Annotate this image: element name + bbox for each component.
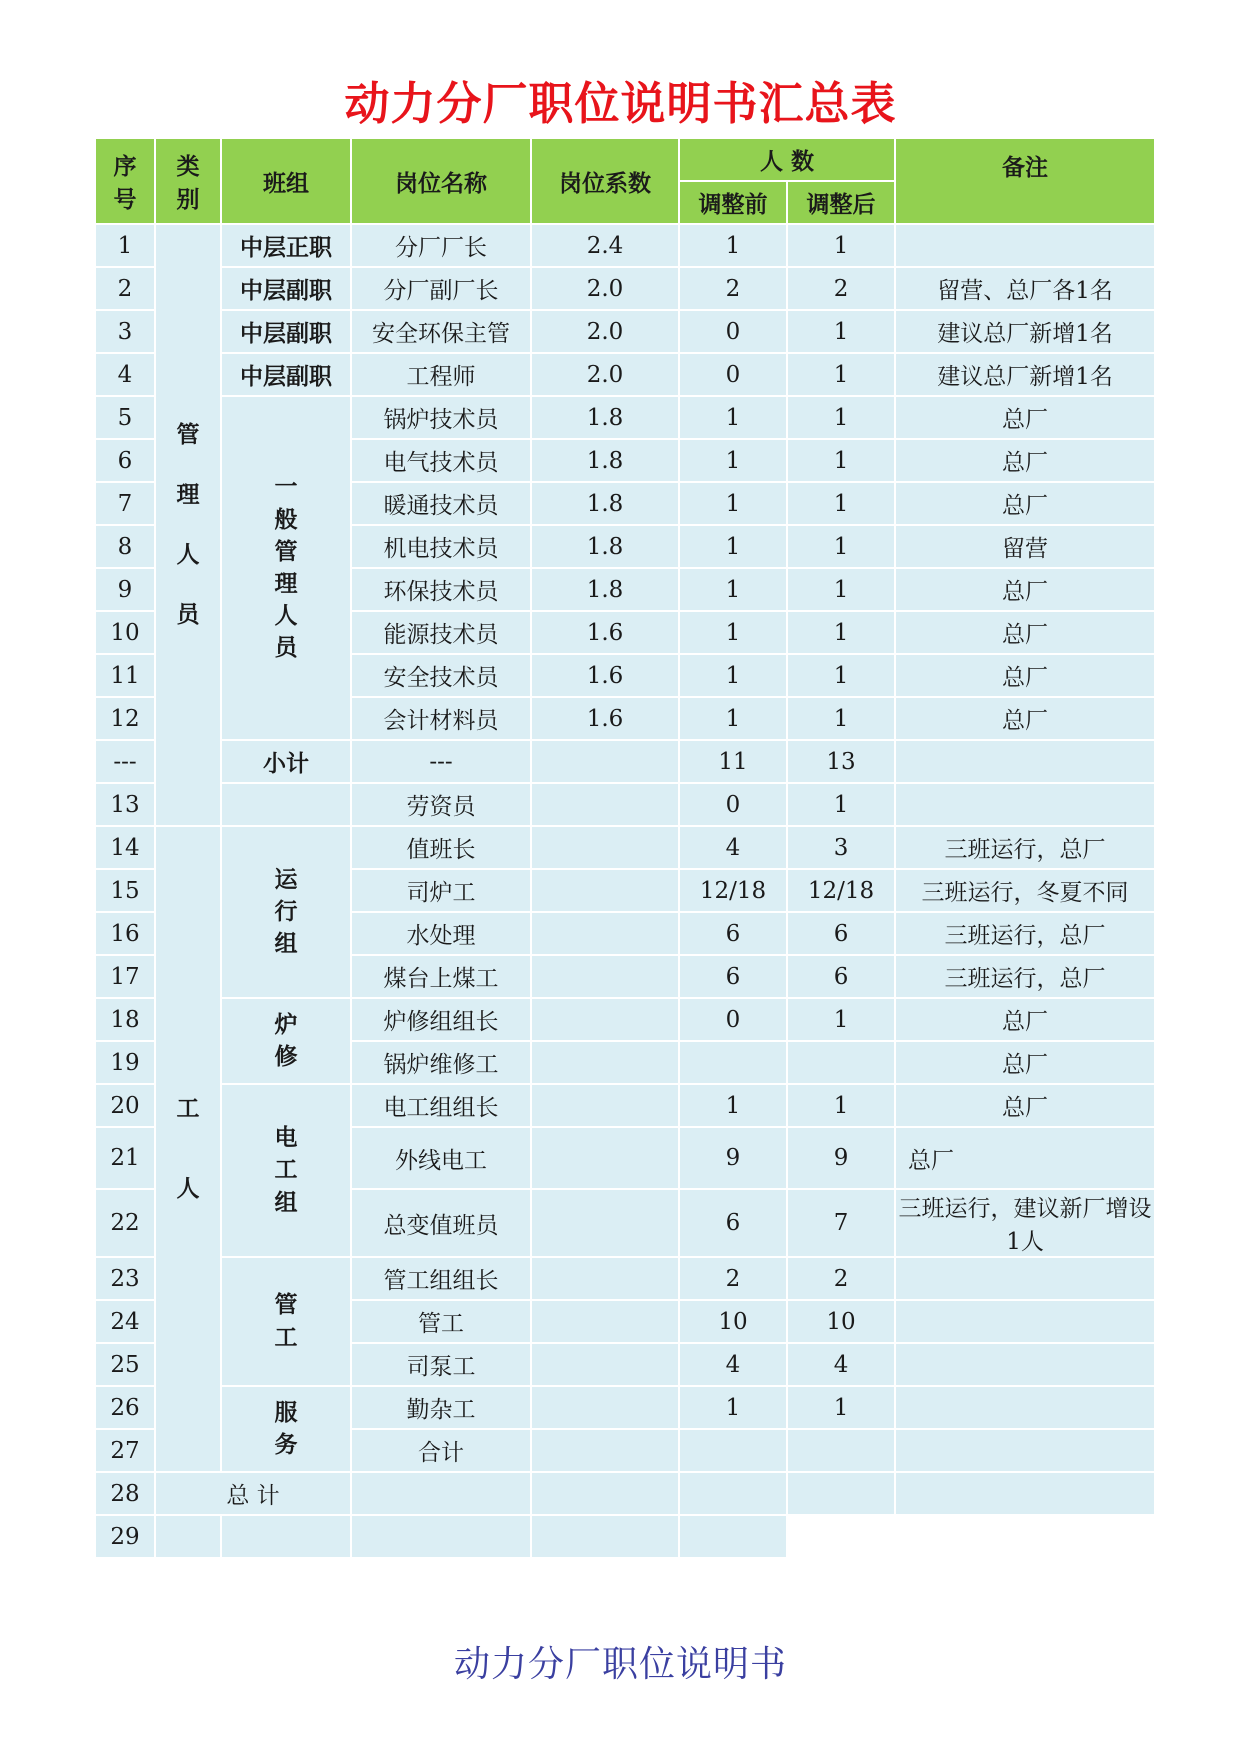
coef-cell [531,998,679,1041]
before-cell: 4 [679,1343,787,1386]
table-row [95,396,1155,439]
seq-cell: 15 [95,869,155,912]
note-cell: 三班运行，建议新厂增设1人 [895,1189,1155,1257]
header-headcount: 人 数 [679,138,895,181]
header-position: 岗位名称 [351,138,531,224]
header-row [95,138,1155,181]
seq-cell: 9 [95,568,155,611]
table-row [95,353,1155,396]
vertical-char: 行 [274,898,298,925]
note-cell: 总厂 [895,1041,1155,1084]
seq-cell: 28 [95,1472,155,1515]
position-cell: 外线电工 [351,1127,531,1189]
before-cell: 6 [679,955,787,998]
after-cell: 1 [787,568,895,611]
note-cell: 留营、总厂各1名 [895,267,1155,310]
group-electrician [221,1084,351,1257]
vertical-char: 人 [274,603,298,630]
total-label: 合计 [351,1429,531,1472]
vertical-char: 一 [274,474,298,501]
after-cell: 3 [787,826,895,869]
position-cell [531,1429,679,1472]
position-cell: 锅炉维修工 [351,1041,531,1084]
group-boiler-repair [221,998,351,1084]
position-cell: 劳资员 [351,783,531,826]
coef-cell [531,912,679,955]
after-cell [895,1429,1155,1472]
coef-cell: 1.6 [531,697,679,740]
table-row [95,267,1155,310]
after-cell: 9 [787,1127,895,1189]
after-cell: 6 [787,912,895,955]
after-cell: 6 [787,955,895,998]
seq-cell: 17 [95,955,155,998]
seq-cell: 19 [95,1041,155,1084]
position-cell: 能源技术员 [351,611,531,654]
note-cell: 三班运行，冬夏不同 [895,869,1155,912]
coef-cell: 2.4 [531,224,679,267]
before-cell: 1 [679,439,787,482]
note-cell [895,1472,1155,1515]
seq-cell: 25 [95,1343,155,1386]
note-cell: 总厂 [895,396,1155,439]
position-cell: 电气技术员 [351,439,531,482]
position-cell: 总变值班员 [351,1189,531,1257]
coef-cell [531,1472,679,1515]
coef-cell [531,1343,679,1386]
position-cell: 安全环保主管 [351,310,531,353]
before-cell: 4 [679,826,787,869]
seq-cell: 5 [95,396,155,439]
position-cell: 司泵工 [351,1343,531,1386]
vertical-char: 般 [274,506,298,533]
coef-cell: 1.6 [531,611,679,654]
coef-cell [531,1084,679,1127]
vertical-char: 员 [274,635,298,662]
before-cell: 12/18 [679,869,787,912]
coef-cell: 1.8 [531,568,679,611]
seq-cell: 23 [95,1257,155,1300]
note-cell: 总厂 [895,1084,1155,1127]
after-cell: 1 [787,783,895,826]
note-cell: 总厂 [895,998,1155,1041]
before-cell: 1 [679,654,787,697]
before-cell: 9 [679,1127,787,1189]
seq-cell: 13 [95,783,155,826]
group-cell: 中层副职 [221,267,351,310]
note-cell [679,1515,787,1558]
note-cell: 三班运行，总厂 [895,826,1155,869]
before-cell: 1 [679,224,787,267]
coef-cell [531,1386,679,1429]
vertical-char: 人 [176,542,200,568]
position-cell: 值班长 [351,826,531,869]
before-cell: 1 [679,1386,787,1429]
after-cell: 1 [787,1386,895,1429]
position-cell: 管工组组长 [351,1257,531,1300]
table-row [95,1472,1155,1515]
coef-cell [531,869,679,912]
seq-cell: 3 [95,310,155,353]
before-cell: 0 [679,783,787,826]
note-cell [895,740,1155,783]
before-cell [679,1041,787,1084]
note-cell [895,1300,1155,1343]
coef-cell [531,1300,679,1343]
position-cell: 水处理 [351,912,531,955]
position-cell: 分厂厂长 [351,224,531,267]
grand-total-label: 总 计 [155,1472,351,1515]
seq-cell: 10 [95,611,155,654]
before-cell: 1 [679,568,787,611]
note-cell: 总厂 [895,482,1155,525]
seq-cell: 4 [95,353,155,396]
vertical-char: 工 [176,1095,200,1122]
coef-cell [531,1041,679,1084]
coef-cell [531,826,679,869]
category-worker [155,826,221,1472]
page-title: 动力分厂职位说明书汇总表 [344,77,897,130]
position-cell: 暖通技术员 [351,482,531,525]
vertical-char: 电 [274,1125,298,1152]
after-cell: 2 [787,1257,895,1300]
after-cell [787,1041,895,1084]
before-cell: 10 [679,1300,787,1343]
coef-cell: 2.0 [531,310,679,353]
table-row [95,1386,1155,1429]
position-cell [351,1472,531,1515]
after-cell: 1 [787,482,895,525]
header-note: 备注 [895,138,1155,224]
position-cell: 会计材料员 [351,697,531,740]
coef-cell [531,1257,679,1300]
before-cell: 0 [679,310,787,353]
position-cell: 煤台上煤工 [351,955,531,998]
seq-cell: 2 [95,267,155,310]
position-cell: 分厂副厂长 [351,267,531,310]
header-seq: 序 号 [95,138,155,224]
before-cell [787,1429,895,1472]
vertical-char: 组 [274,931,298,958]
position-cell: 司炉工 [351,869,531,912]
note-cell: 留营 [895,525,1155,568]
coef-cell: 1.8 [531,396,679,439]
note-cell: 三班运行，总厂 [895,912,1155,955]
before-cell: 0 [679,353,787,396]
table-row [95,1084,1155,1127]
before-cell [679,1472,787,1515]
header-after: 调整后 [787,181,895,224]
after-cell: 1 [787,525,895,568]
coef-cell: 1.6 [531,654,679,697]
position-cell: 电工组组长 [351,1084,531,1127]
before-cell: 1 [679,482,787,525]
before-cell: 1 [679,1084,787,1127]
coef-cell [531,1127,679,1189]
seq-cell: 16 [95,912,155,955]
group-cell: 中层副职 [221,353,351,396]
after-cell: 1 [787,224,895,267]
after-cell: 1 [787,439,895,482]
coef-cell [679,1429,787,1472]
note-cell: 建议总厂新增1名 [895,353,1155,396]
table-row [95,1515,1155,1558]
seq-cell: 22 [95,1189,155,1257]
vertical-char: 工 [274,1324,298,1351]
header-before: 调整前 [679,181,787,224]
before-cell: 1 [679,611,787,654]
before-cell: 0 [679,998,787,1041]
category-management [155,224,221,826]
vertical-char: 服 [274,1399,298,1426]
before-cell: 1 [679,396,787,439]
note-cell [895,1343,1155,1386]
table-row [95,783,1155,826]
note-cell: 总厂 [895,1127,1155,1189]
after-cell: 7 [787,1189,895,1257]
after-cell [787,1472,895,1515]
vertical-char: 理 [176,481,200,508]
table-row [95,1257,1155,1300]
vertical-char: 组 [274,1189,298,1216]
position-cell: 机电技术员 [351,525,531,568]
before-cell: 1 [679,525,787,568]
footer-title: 动力分厂职位说明书 [453,1644,787,1685]
position-cell: 安全技术员 [351,654,531,697]
after-cell: 1 [787,1084,895,1127]
note-cell [895,1386,1155,1429]
before-cell: 2 [679,267,787,310]
before-cell: 6 [679,1189,787,1257]
seq-cell: 21 [95,1127,155,1189]
note-cell: 总厂 [895,611,1155,654]
table-row [95,998,1155,1041]
after-cell: 1 [787,396,895,439]
group-cell: 中层正职 [221,224,351,267]
position-cell: 管工 [351,1300,531,1343]
note-cell: 总厂 [895,697,1155,740]
table-row [95,826,1155,869]
vertical-char: 管 [274,1292,298,1319]
note-cell: 三班运行，总厂 [895,955,1155,998]
summary-table [94,137,1156,1559]
vertical-char: 工 [274,1157,298,1184]
header-coefficient: 岗位系数 [531,138,679,224]
table-row [95,224,1155,267]
position-cell: 炉修组组长 [351,998,531,1041]
after-cell: 1 [787,697,895,740]
vertical-char: 炉 [274,1011,298,1038]
group-subtotal: 小计 [221,740,351,783]
seq-cell: 18 [95,998,155,1041]
header-category: 类 别 [155,138,221,224]
before-cell [351,1515,531,1558]
seq-cell: 20 [95,1084,155,1127]
after-cell: 1 [787,998,895,1041]
after-cell: 1 [787,353,895,396]
seq-cell: --- [95,740,155,783]
seq-cell: 8 [95,525,155,568]
vertical-char: 管 [274,538,298,565]
coef-cell [531,740,679,783]
group-operations [221,826,351,998]
coef-cell: 2.0 [531,267,679,310]
coef-cell [531,783,679,826]
after-cell: 1 [787,611,895,654]
table-row [95,310,1155,353]
position-cell: 环保技术员 [351,568,531,611]
after-cell: 13 [787,740,895,783]
vertical-char: 理 [274,571,298,597]
note-cell [895,1257,1155,1300]
coef-cell [531,1189,679,1257]
after-cell: 2 [787,267,895,310]
before-cell: 1 [679,697,787,740]
note-cell: 总厂 [895,439,1155,482]
group-cell: 中层副职 [221,310,351,353]
header-group: 班组 [221,138,351,224]
after-cell [531,1515,679,1558]
note-cell: 总厂 [895,568,1155,611]
group-service [221,1386,351,1472]
position-cell: 锅炉技术员 [351,396,531,439]
coef-cell: 1.8 [531,482,679,525]
note-cell [895,783,1155,826]
vertical-char: 管 [176,421,200,448]
seq-cell: 12 [95,697,155,740]
seq-cell: 26 [95,1386,155,1429]
after-cell: 10 [787,1300,895,1343]
coef-cell: 1.8 [531,525,679,568]
coef-cell [531,955,679,998]
group-general-management [221,396,351,740]
vertical-char: 务 [274,1432,298,1458]
seq-cell: 14 [95,826,155,869]
note-cell [895,224,1155,267]
position-cell [155,1515,221,1558]
after-cell: 4 [787,1343,895,1386]
coef-cell: 1.8 [531,439,679,482]
seq-cell: 1 [95,224,155,267]
seq-cell: 11 [95,654,155,697]
vertical-char: 运 [274,866,298,893]
vertical-char: 员 [176,602,200,629]
before-cell: 6 [679,912,787,955]
note-cell: 建议总厂新增1名 [895,310,1155,353]
seq-cell: 27 [95,1429,155,1472]
coef-cell: 2.0 [531,353,679,396]
before-cell: 11 [679,740,787,783]
position-cell: 勤杂工 [351,1386,531,1429]
seq-cell: 29 [95,1515,155,1558]
group-empty [221,783,351,826]
coef-cell [221,1515,351,1558]
after-cell: 12/18 [787,869,895,912]
after-cell: 1 [787,654,895,697]
before-cell: 2 [679,1257,787,1300]
seq-cell: 24 [95,1300,155,1343]
vertical-char: 人 [176,1176,200,1202]
group-pipe [221,1257,351,1386]
position-cell: --- [351,740,531,783]
seq-cell: 7 [95,482,155,525]
table-row [95,740,1155,783]
note-cell: 总厂 [895,654,1155,697]
position-cell: 工程师 [351,353,531,396]
after-cell: 1 [787,310,895,353]
vertical-char: 修 [274,1044,298,1070]
seq-cell: 6 [95,439,155,482]
